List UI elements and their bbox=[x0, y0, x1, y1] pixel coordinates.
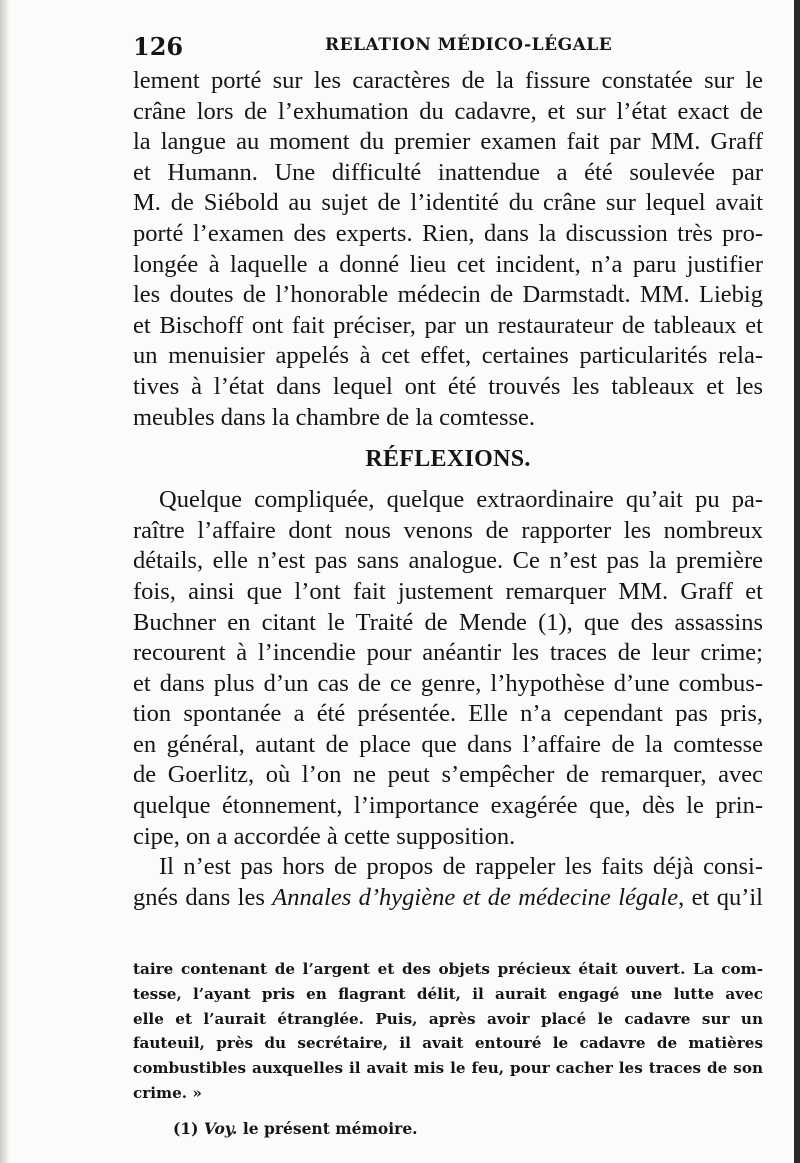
text-line: Quelque compliquée, quelque extraordinaire qu’ait pu pa- bbox=[159, 486, 763, 514]
text-line bbox=[133, 883, 763, 914]
footnotes bbox=[133, 957, 763, 1142]
text-line: en général, autant de place que dans l’affaire de la comtesse bbox=[133, 730, 763, 758]
text-line: porté l’examen des experts. Rien, dans la discussion très pro- bbox=[133, 219, 763, 247]
note-line: tesse, l’ayant pris en flagrant délit, il aurait engagé une lutte avec bbox=[133, 984, 763, 1003]
text-line: meubles dans la chambre de la comtesse. bbox=[133, 403, 536, 431]
note-line: crime. » bbox=[133, 1083, 202, 1102]
text-line: et Humann. Une difficulté inattendue a été soulevée par bbox=[133, 158, 763, 186]
footnote-abbrev: Voy. bbox=[203, 1118, 238, 1138]
note-line: combustibles auxquelles il avait mis le feu, pour cacher les traces de son bbox=[133, 1059, 763, 1078]
text-line: recourent à l’incendie pour anéantir les traces de leur crime; bbox=[133, 639, 763, 667]
text-line: et Bischoff ont fait préciser, par un restaurateur de tableaux et bbox=[133, 311, 763, 339]
section-heading: RÉFLEXIONS. bbox=[365, 446, 531, 473]
text-line: crâne lors de l’exhumation du cadavre, et sur l’état exact de bbox=[133, 97, 763, 125]
text-line: longée à laquelle a donné lieu cet incident, n’a paru justifier bbox=[133, 250, 763, 278]
text-line: quelque étonnement, l’importance exagérée que, dès le prin- bbox=[133, 792, 763, 820]
paragraph-3 bbox=[133, 852, 763, 913]
note-line: taire contenant de l’argent et des objets précieux était ouvert. La com- bbox=[133, 960, 763, 978]
text-line: de Goerlitz, où l’on ne peut s’empêcher de remarquer, avec bbox=[133, 761, 763, 789]
text-line: tives à l’état dans lequel ont été trouvés les tableaux et les bbox=[133, 372, 763, 400]
running-title: RELATION MÉDICO-LÉGALE bbox=[325, 35, 613, 55]
text-line: Buchner en citant le Traité de Mende (1), que des assassins bbox=[133, 608, 763, 636]
footnote-1 bbox=[133, 1116, 763, 1142]
text-line: et dans plus d’un cas de ce genre, l’hypothèse d’une combus- bbox=[133, 669, 763, 697]
paragraph-1 bbox=[133, 66, 763, 433]
text-line: les doutes de l’honorable médecin de Darmstadt. MM. Liebig bbox=[133, 281, 763, 309]
paragraph-2 bbox=[133, 485, 763, 852]
page-number: 126 bbox=[133, 32, 184, 61]
body-text bbox=[133, 66, 763, 913]
text-line: lement porté sur les caractères de la fissure constatée sur le bbox=[133, 67, 763, 94]
text-line: M. de Siébold au sujet de l’identité du crâne sur lequel avait bbox=[133, 189, 763, 217]
text-segment: , et qu’il bbox=[678, 883, 763, 911]
text-segment: gnés dans les bbox=[133, 883, 273, 911]
note-line: fauteuil, près du secrétaire, il avait entouré le cadavre de matières bbox=[133, 1034, 763, 1053]
text-line: un menuisier appelés à cet effet, certaines particularités rela- bbox=[133, 342, 763, 370]
page-gutter-shadow bbox=[0, 0, 10, 1163]
journal-title: Annales d’hygiène et de médecine légale bbox=[272, 883, 679, 911]
footnote-text: le présent mémoire. bbox=[237, 1118, 418, 1138]
text-line: détails, elle n’est pas sans analogue. Ce n’est pas la première bbox=[133, 547, 763, 575]
text-line: fois, ainsi que l’ont fait justement remarquer MM. Graff et bbox=[133, 577, 763, 605]
text-line: Il n’est pas hors de propos de rappeler les faits déjà consi- bbox=[159, 853, 763, 881]
running-header bbox=[133, 32, 763, 62]
note-line: elle et l’aurait étranglée. Puis, après avoir placé le cadavre sur un bbox=[133, 1009, 763, 1028]
text-line: raître l’affaire dont nous venons de rapporter les nombreux bbox=[133, 516, 763, 544]
footnote-marker: (1) bbox=[173, 1118, 204, 1138]
continued-note bbox=[133, 957, 763, 1106]
text-line: la langue au moment du premier examen fait par MM. Graff bbox=[133, 128, 763, 156]
text-line: tion spontanée a été présentée. Elle n’a cependant pas pris, bbox=[133, 700, 763, 728]
text-line: cipe, on a accordée à cette supposition. bbox=[133, 822, 516, 850]
